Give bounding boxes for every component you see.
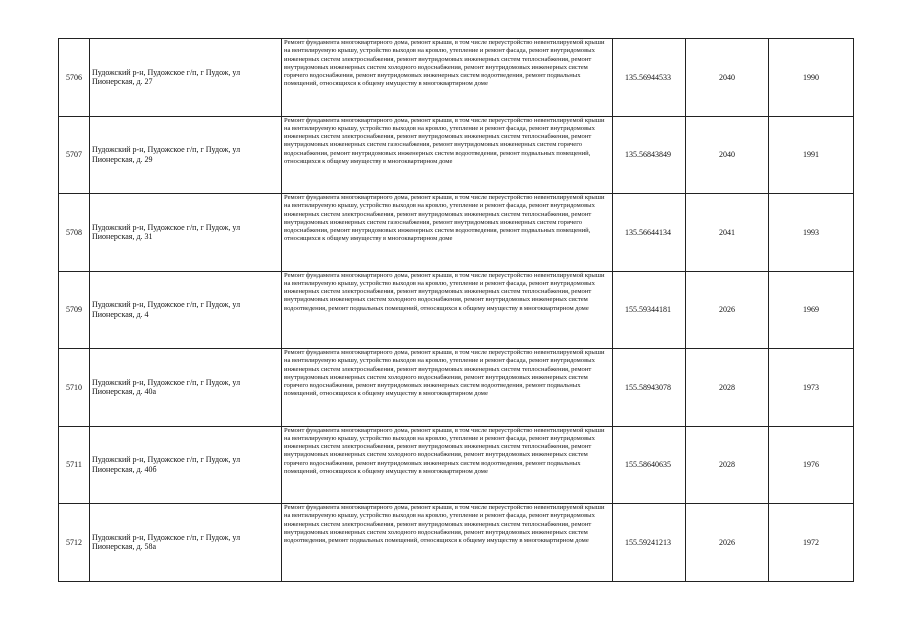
planned-year-cell: 2028 — [686, 349, 769, 427]
works-text: Ремонт фундамента многоквартирного дома, ремонт крыши, в том числе переустройство невентилируемой крыши на вентилируемую крышу, устройство выходов на кровлю, утепление и ремонт фасада, ремонт внутридомовых инженерных систем электроснабжения, ремонт внутридомовых инженерных систем теплоснабжения, ремонт внутридомовых инженерных систем газоснабжения, ремонт внутридомовых инженерных систем горячего водоснабжения, ремонт внутридомовых инженерных систем водоотведения, ремонт подвальных помещений, относящихся к общему имуществу в многоквартирном доме — [284, 194, 605, 243]
value-cell: 135.56944533 — [613, 39, 686, 117]
planned-year-cell: 2026 — [686, 504, 769, 582]
table-row — [59, 426, 854, 504]
table-row — [59, 504, 854, 582]
row-number: 5708 — [59, 194, 90, 272]
planned-year-cell: 2040 — [686, 116, 769, 194]
built-year-cell: 1990 — [769, 39, 854, 117]
row-number: 5711 — [59, 426, 90, 504]
address-text: Пудожский р-н, Пудожское г/п, г Пудож, ул Пионерская, д. 27 — [92, 67, 241, 87]
works-text: Ремонт фундамента многоквартирного дома, ремонт крыши, в том числе переустройство невентилируемой крыши на вентилируемую крышу, устройство выходов на кровлю, утепление и ремонт фасада, ремонт внутридомовых инженерных систем электроснабжения, ремонт внутридомовых инженерных систем теплоснабжения, ремонт внутридомовых инженерных систем холодного водоснабжения, ремонт внутридомовых инженерных систем водоотведения, ремонт подвальных помещений, относящихся к общему имуществу в многоквартирном доме — [284, 504, 605, 545]
address-text: Пудожский р-н, Пудожское г/п, г Пудож, ул Пионерская, д. 58а — [92, 532, 241, 552]
row-number: 5709 — [59, 271, 90, 349]
value-cell: 155.58943078 — [613, 349, 686, 427]
works-cell — [282, 271, 613, 349]
address-text: Пудожский р-н, Пудожское г/п, г Пудож, ул Пионерская, д. 29 — [92, 145, 241, 164]
works-cell — [282, 426, 613, 504]
address-cell — [90, 194, 282, 272]
table-row — [59, 194, 854, 272]
table-row — [59, 271, 854, 349]
address-cell — [90, 504, 282, 582]
works-text: Ремонт фундамента многоквартирного дома, ремонт крыши, в том числе переустройство невентилируемой крыши на вентилируемую крышу, устройство выходов на кровлю, утепление и ремонт фасада, ремонт внутридомовых инженерных систем электроснабжения, ремонт внутридомовых инженерных систем теплоснабжения, ремонт внутридомовых инженерных систем холодного водоснабжения, ремонт внутридомовых инженерных систем водоотведения, ремонт подвальных помещений, относящихся к общему имуществу в многоквартирном доме — [284, 271, 605, 312]
works-cell — [282, 194, 613, 272]
housing-repair-table — [58, 38, 854, 582]
table-row — [59, 349, 854, 427]
works-text: Ремонт фундамента многоквартирного дома, ремонт крыши, в том числе переустройство невентилируемой крыши на вентилируемую крышу, устройство выходов на кровлю, утепление и ремонт фасада, ремонт внутридомовых инженерных систем электроснабжения, ремонт внутридомовых инженерных систем теплоснабжения, ремонт внутридомовых инженерных систем газоснабжения, ремонт внутридомовых инженерных систем горячего водоснабжения, ремонт внутридомовых инженерных систем водоотведения, ремонт подвальных помещений, относящихся к общему имуществу в многоквартирном доме — [284, 116, 605, 165]
address-text: Пудожский р-н, Пудожское г/п, г Пудож, ул Пионерская, д. 31 — [92, 222, 241, 242]
row-number: 5710 — [59, 349, 90, 427]
built-year-cell: 1973 — [769, 349, 854, 427]
address-cell — [90, 116, 282, 194]
row-number: 5707 — [59, 116, 90, 194]
value-cell: 155.58640635 — [613, 426, 686, 504]
works-cell — [282, 504, 613, 582]
built-year-cell: 1972 — [769, 504, 854, 582]
built-year-cell: 1969 — [769, 271, 854, 349]
works-cell — [282, 116, 613, 194]
address-cell — [90, 271, 282, 349]
value-cell: 135.56644134 — [613, 194, 686, 272]
planned-year-cell: 2028 — [686, 426, 769, 504]
built-year-cell: 1976 — [769, 426, 854, 504]
row-number: 5706 — [59, 39, 90, 117]
planned-year-cell: 2026 — [686, 271, 769, 349]
works-text: Ремонт фундамента многоквартирного дома, ремонт крыши, в том числе переустройство невентилируемой крыши на вентилируемую крышу, устройство выходов на кровлю, утепление и ремонт фасада, ремонт внутридомовых инженерных систем электроснабжения, ремонт внутридомовых инженерных систем теплоснабжения, ремонт внутридомовых инженерных систем холодного водоснабжения, ремонт внутридомовых инженерных систем горячего водоснабжения, ремонт внутридомовых инженерных систем водоотведения, ремонт подвальных помещений, относящихся к общему имуществу в многоквартирном доме — [284, 349, 605, 398]
address-cell — [90, 426, 282, 504]
planned-year-cell: 2041 — [686, 194, 769, 272]
works-cell — [282, 349, 613, 427]
address-cell — [90, 39, 282, 117]
value-cell: 135.56843849 — [613, 116, 686, 194]
address-cell — [90, 349, 282, 427]
table-row — [59, 116, 854, 194]
value-cell: 155.59241213 — [613, 504, 686, 582]
address-text: Пудожский р-н, Пудожское г/п, г Пудож, ул Пионерская, д. 40а — [92, 377, 241, 397]
works-cell — [282, 39, 613, 117]
works-text: Ремонт фундамента многоквартирного дома, ремонт крыши, в том числе переустройство невентилируемой крыши на вентилируемую крышу, устройство выходов на кровлю, утепление и ремонт фасада, ремонт внутридомовых инженерных систем электроснабжения, ремонт внутридомовых инженерных систем теплоснабжения, ремонт внутридомовых инженерных систем холодного водоснабжения, ремонт внутридомовых инженерных систем горячего водоснабжения, ремонт внутридомовых инженерных систем водоотведения, ремонт подвальных помещений, относящихся к общему имуществу в многоквартирном доме — [284, 426, 605, 475]
row-number: 5712 — [59, 504, 90, 582]
built-year-cell: 1993 — [769, 194, 854, 272]
value-cell: 155.59344181 — [613, 271, 686, 349]
built-year-cell: 1991 — [769, 116, 854, 194]
table-row — [59, 39, 854, 117]
address-text: Пудожский р-н, Пудожское г/п, г Пудож, ул Пионерская, д. 40б — [92, 455, 241, 474]
planned-year-cell: 2040 — [686, 39, 769, 117]
works-text: Ремонт фундамента многоквартирного дома, ремонт крыши, в том числе переустройство невентилируемой крыши на вентилируемую крышу, устройство выходов на кровлю, утепление и ремонт фасада, ремонт внутридомовых инженерных систем электроснабжения, ремонт внутридомовых инженерных систем теплоснабжения, ремонт внутридомовых инженерных систем холодного водоснабжения, ремонт внутридомовых инженерных систем горячего водоснабжения, ремонт внутридомовых инженерных систем водоотведения, ремонт подвальных помещений, относящихся к общему имуществу в многоквартирном доме — [284, 39, 605, 88]
address-text: Пудожский р-н, Пудожское г/п, г Пудож, ул Пионерская, д. 4 — [92, 300, 241, 319]
